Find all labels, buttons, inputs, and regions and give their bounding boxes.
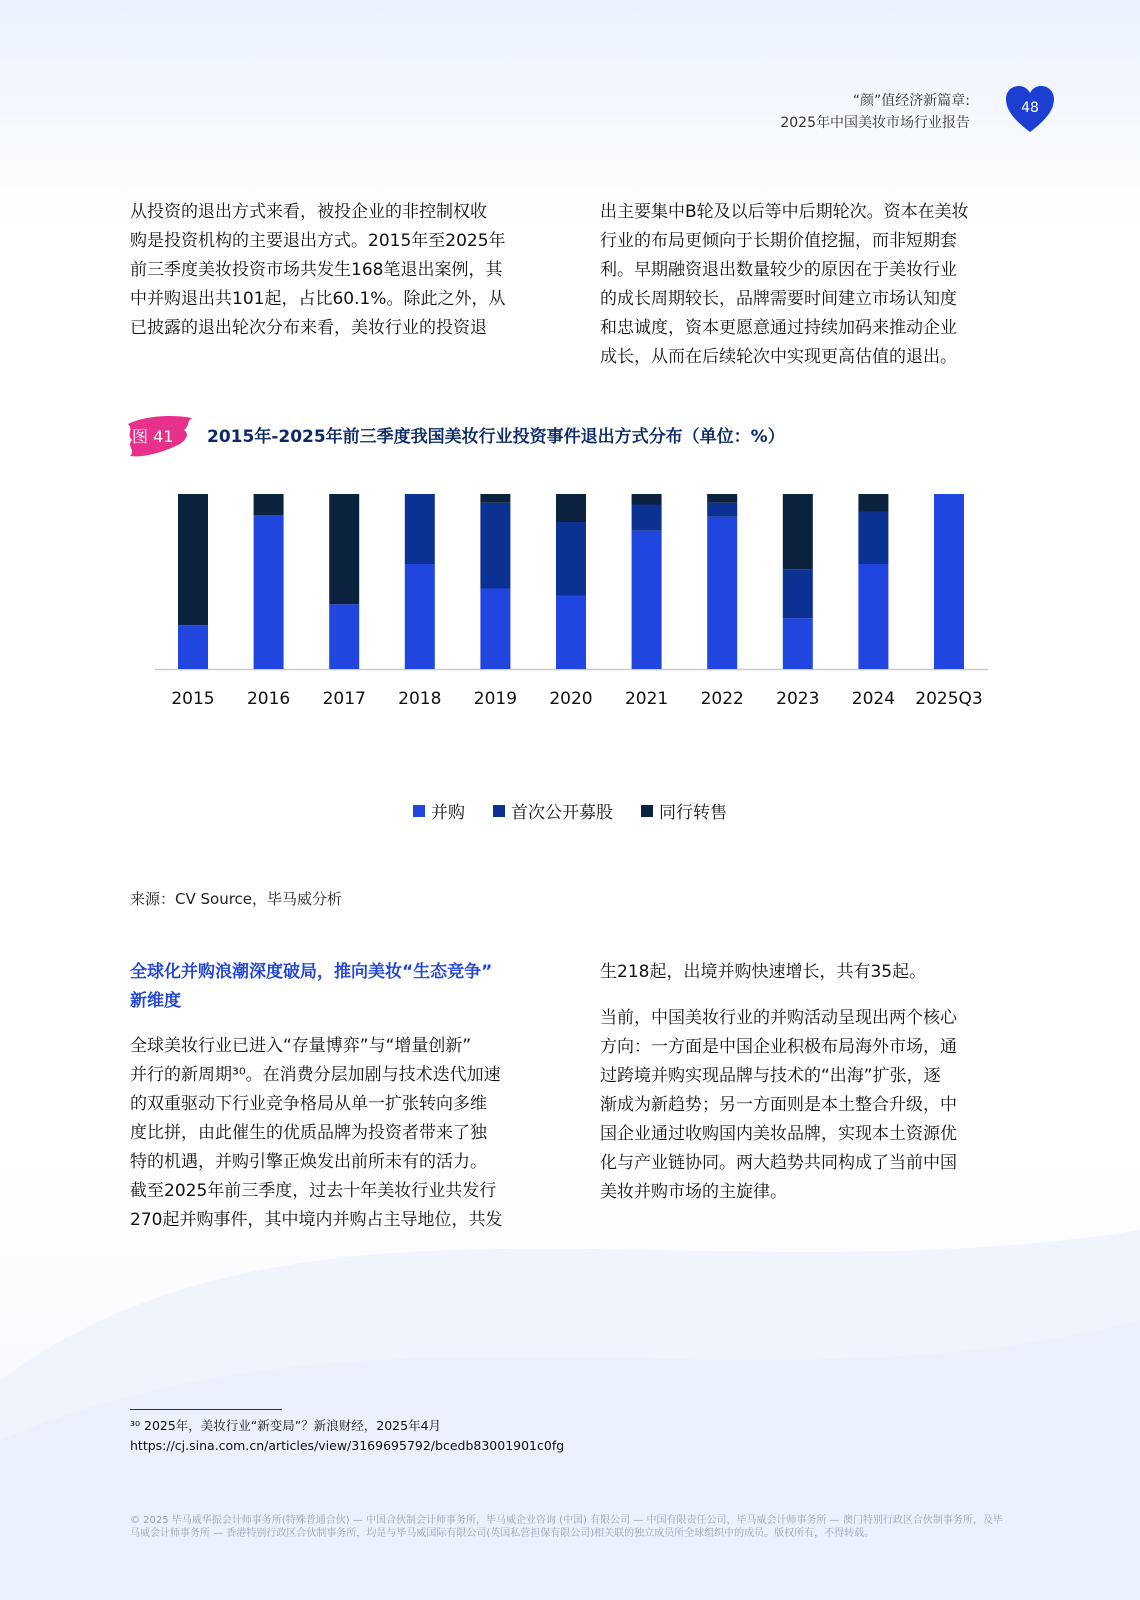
bar-2021-series-1 — [632, 505, 662, 531]
x-tick-label: 2018 — [398, 689, 442, 709]
section-right-text-1: 生218起，出境并购快速增长，共有35起。 — [600, 962, 927, 982]
report-title-line2: 2025年中国美妆市场行业报告 — [780, 115, 970, 131]
bar-2015-series-2 — [178, 494, 208, 625]
bar-2019-series-1 — [480, 503, 510, 589]
figure-title: 2015年-2025年前三季度我国美妆行业投资事件退出方式分布（单位：%） — [207, 427, 785, 447]
bar-2020-series-2 — [556, 494, 586, 522]
bar-2017-series-2 — [329, 494, 359, 604]
report-title-line1: “颜”值经济新篇章: — [852, 93, 970, 109]
bar-2015-series-0 — [178, 625, 208, 669]
bar-2023-series-0 — [783, 618, 813, 669]
legend-item-2 — [641, 798, 727, 823]
bar-2024-series-2 — [858, 494, 888, 512]
bar-2024-series-1 — [858, 512, 888, 565]
x-tick-label: 2017 — [322, 689, 366, 709]
bar-2016-series-2 — [254, 494, 284, 515]
exit-method-stacked-bar-chart — [0, 470, 1140, 720]
bar-2022-series-0 — [707, 517, 737, 669]
legend-item-0 — [413, 798, 465, 823]
bar-2021-series-0 — [632, 531, 662, 669]
bar-2018-series-0 — [405, 564, 435, 669]
footnote — [130, 1416, 564, 1456]
figure-source: 来源：CV Source，毕马威分析 — [130, 890, 343, 908]
legend-label: 首次公开募股 — [511, 803, 613, 823]
legend-swatch — [413, 805, 425, 817]
x-tick-label: 2023 — [776, 689, 820, 709]
legend-item-1 — [493, 798, 613, 823]
copyright-notice: © 2025 毕马威华振会计师事务所(特殊普通合伙) — 中国合伙制会计师事务所，毕马威企业咨询 (中国) 有限公司 — 中国有限责任公司，毕马威会计师事务所 — 澳门特别行政区合伙制事务所，及毕马威会计师事务所 — 香港特别行政区合伙制事务所，均是与毕马威国际有限公司(英国私营担保有限公司)相关联的独立成员所全球组织中的成员。版权所有，不得转载。 — [130, 1515, 1003, 1539]
bar-2022-series-1 — [707, 503, 737, 517]
footnote-citation: ³⁰ 2025年，美妆行业“新变局”？新浪财经，2025年4月 — [130, 1418, 442, 1433]
bar-2023-series-2 — [783, 494, 813, 569]
intro-right-text: 出主要集中B轮及以后等中后期轮次。资本在美妆 行业的布局更倾向于长期价值挖掘，而非短期套 利。早期融资退出数量较少的原因在于美妆行业 的成长周期较长，品牌需要时间建立市场认知度 和忠诚度，资本更愿意通过持续加码来推动企业 成长，从而在后续轮次中实现更高估值的退出。 — [600, 202, 969, 367]
section-heading: 全球化并购浪潮深度破局，推向美妆“生态竞争” 新维度 — [130, 962, 493, 1011]
legend-swatch — [493, 805, 505, 817]
bar-2019-series-2 — [480, 494, 510, 503]
x-tick-label: 2025Q3 — [915, 689, 983, 709]
bar-2024-series-0 — [858, 564, 888, 669]
bar-2022-series-2 — [707, 494, 737, 503]
section-left-text: 全球美妆行业已进入“存量博弈”与“增量创新” 并行的新周期³⁰。在消费分层加剧与技术迭代加速 的双重驱动下行业竞争格局从单一扩张转向多维 度比拼，由此催生的优质品牌为投资者带来了独 特的机遇，并购引擎正焕发出前所未有的活力。 截至2025年前三季度，过去十年美妆行业共发行 270起并购事件，其中境内并购占主导地位，共发 — [130, 1036, 503, 1230]
page-number: 48 — [1021, 100, 1039, 116]
figure-number: 图 41 — [132, 427, 174, 446]
legend-label: 并购 — [431, 803, 465, 823]
x-tick-label: 2020 — [549, 689, 593, 709]
bar-2023-series-1 — [783, 569, 813, 618]
report-header — [780, 90, 970, 134]
bar-2020-series-1 — [556, 522, 586, 596]
chart-legend — [0, 798, 1140, 823]
x-tick-label: 2021 — [624, 689, 669, 709]
page-number-badge — [1004, 84, 1056, 134]
legend-label: 同行转售 — [659, 803, 727, 823]
x-tick-label: 2024 — [851, 689, 896, 709]
footnote-url: https://cj.sina.com.cn/articles/view/3169695792/bcedb83001901c0fg — [130, 1438, 565, 1453]
bar-2017-series-0 — [329, 604, 359, 669]
x-tick-label: 2016 — [246, 689, 291, 709]
footnote-divider — [130, 1409, 282, 1410]
bar-2018-series-1 — [405, 494, 435, 564]
intro-left-text: 从投资的退出方式来看，被投企业的非控制权收 购是投资机构的主要退出方式。2015年至2025年 前三季度美妆投资市场共发生168笔退出案例，其 中并购退出共101起，占比60.1%。除此之外，从 已披露的退出轮次分布来看，美妆行业的投资退 — [130, 202, 506, 338]
bar-2021-series-2 — [632, 494, 662, 505]
bar-2025Q3-series-0 — [934, 494, 964, 669]
x-tick-label: 2022 — [700, 689, 744, 709]
bar-2016-series-0 — [254, 515, 284, 669]
x-tick-label: 2019 — [473, 689, 518, 709]
figure-tag — [124, 412, 196, 462]
bar-2020-series-0 — [556, 596, 586, 670]
x-tick-label: 2015 — [171, 689, 215, 709]
bar-2019-series-0 — [480, 589, 510, 670]
section-right-text-2: 当前，中国美妆行业的并购活动呈现出两个核心 方向：一方面是中国企业积极布局海外市场，通 过跨境并购实现品牌与技术的“出海”扩张，逐 渐成为新趋势；另一方面则是本土整合升级，中 国企业通过收购国内美妆品牌，实现本土资源优 化与产业链协同。两大趋势共同构成了当前中国 美妆并购市场的主旋律。 — [600, 1008, 957, 1202]
legend-swatch — [641, 805, 653, 817]
